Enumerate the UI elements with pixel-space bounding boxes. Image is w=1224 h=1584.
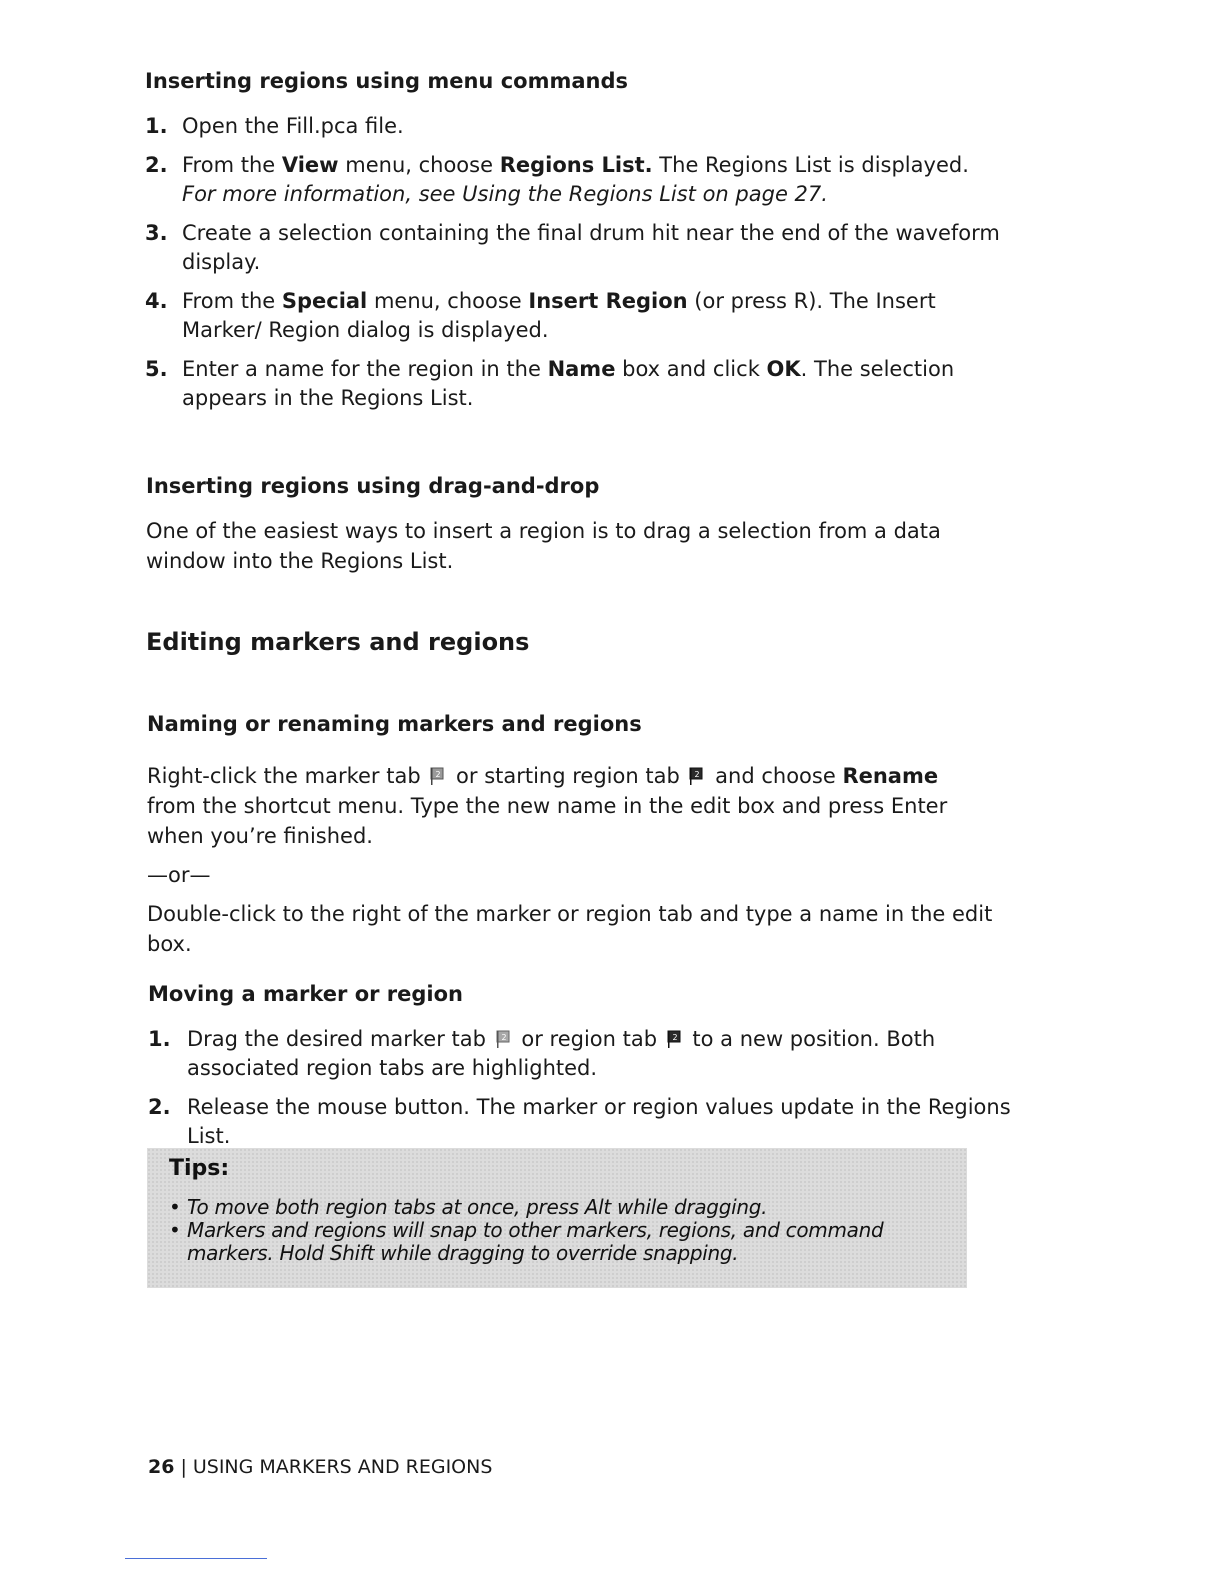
naming-alt-paragraph: Double-click to the right of the marker or region tab and type a name in the edit box. (147, 902, 993, 956)
marker-tab-icon (429, 766, 447, 786)
step-text: to a new position. Both associated region tabs are highlighted. (187, 1027, 936, 1080)
step-text: Release the mouse button. The marker or region values update in the Regions List. (187, 1095, 1011, 1148)
list-item (145, 287, 1005, 345)
bullet-icon: • (169, 1195, 181, 1219)
marker-tab-icon (495, 1029, 513, 1049)
page-number: 26 (148, 1456, 175, 1478)
step-text: Enter a name for the region in the (182, 357, 548, 381)
step-number: 1. (145, 114, 168, 138)
paragraph-text: and choose (715, 764, 843, 788)
heading-moving-marker-region: Moving a marker or region (148, 982, 464, 1006)
svg-text:2: 2 (672, 1033, 678, 1042)
footer-separator: | (180, 1456, 187, 1478)
tip-text: To move both region tabs at once, press Alt while dragging. (187, 1195, 768, 1219)
step-number: 3. (145, 221, 168, 245)
button-name-ok: OK (766, 357, 801, 381)
divider (125, 1558, 267, 1559)
menu-name-view: View (281, 153, 339, 177)
step-text: . The selection appears in the Regions List. (182, 357, 955, 410)
region-tab-icon (666, 1029, 684, 1049)
cross-reference: For more information, see Using the Regions List on page 27. (182, 182, 828, 206)
step-number: 4. (145, 289, 168, 313)
step-text: Open the Fill.pca file. (182, 114, 404, 138)
list-item (169, 1219, 959, 1265)
paragraph-text: Right-click the marker tab (147, 764, 421, 788)
heading-naming-renaming: Naming or renaming markers and regions (147, 712, 642, 736)
step-text: box and click (615, 357, 767, 381)
svg-text:2: 2 (435, 770, 441, 779)
or-divider: —or— (147, 863, 211, 887)
heading-inserting-menu: Inserting regions using menu commands (145, 69, 628, 93)
list-item (148, 1025, 1018, 1083)
step-number: 2. (145, 153, 168, 177)
list-item (145, 112, 1005, 141)
step-number: 1. (148, 1027, 171, 1051)
list-item (145, 151, 1005, 209)
command-rename: Rename (842, 764, 939, 788)
paragraph-text: from the shortcut menu. Type the new name in the edit box and press Enter when you’re finished. (147, 794, 948, 848)
svg-text:2: 2 (694, 770, 701, 779)
step-text: Drag the desired marker tab (187, 1027, 486, 1051)
paragraph-text: or starting region tab (456, 764, 680, 788)
list-item (145, 355, 1005, 413)
moving-steps-list (148, 1025, 1018, 1161)
step-text: From the (182, 289, 282, 313)
step-number: 2. (148, 1095, 171, 1119)
command-insert-region: Insert Region (528, 289, 688, 313)
naming-paragraph (147, 761, 987, 851)
heading-editing-markers-regions: Editing markers and regions (146, 628, 530, 656)
tip-text: Markers and regions will snap to other markers, regions, and command markers. Hold Shift while dragging to override snapping. (187, 1218, 884, 1265)
tips-list (169, 1196, 959, 1265)
tips-title: Tips: (169, 1156, 230, 1181)
heading-inserting-drag-drop: Inserting regions using drag-and-drop (146, 474, 600, 498)
step-number: 5. (145, 357, 168, 381)
page-footer (148, 1456, 492, 1478)
step-text: menu, choose (367, 289, 529, 313)
step-text: The Regions List is displayed. (652, 153, 969, 177)
chapter-title: USING MARKERS AND REGIONS (192, 1456, 493, 1478)
field-name-label: Name (547, 357, 616, 381)
command-regions-list: Regions List. (499, 153, 653, 177)
step-text: or region tab (521, 1027, 658, 1051)
menu-name-special: Special (281, 289, 368, 313)
step-text: menu, choose (338, 153, 500, 177)
drag-drop-paragraph: One of the easiest ways to insert a region is to drag a selection from a data window into the Regions List. (146, 519, 941, 573)
step-text: Create a selection containing the final drum hit near the end of the waveform display. (182, 221, 1000, 274)
list-item (169, 1196, 959, 1219)
step-text: From the (182, 153, 282, 177)
menu-steps-list (145, 112, 1005, 423)
tips-box (147, 1148, 967, 1288)
svg-text:2: 2 (501, 1033, 507, 1042)
region-tab-icon (688, 766, 706, 786)
bullet-icon: • (169, 1218, 181, 1242)
list-item (148, 1093, 1018, 1151)
list-item (145, 219, 1005, 277)
step-text: (or press R). The Insert Marker/ Region dialog is displayed. (182, 289, 936, 342)
